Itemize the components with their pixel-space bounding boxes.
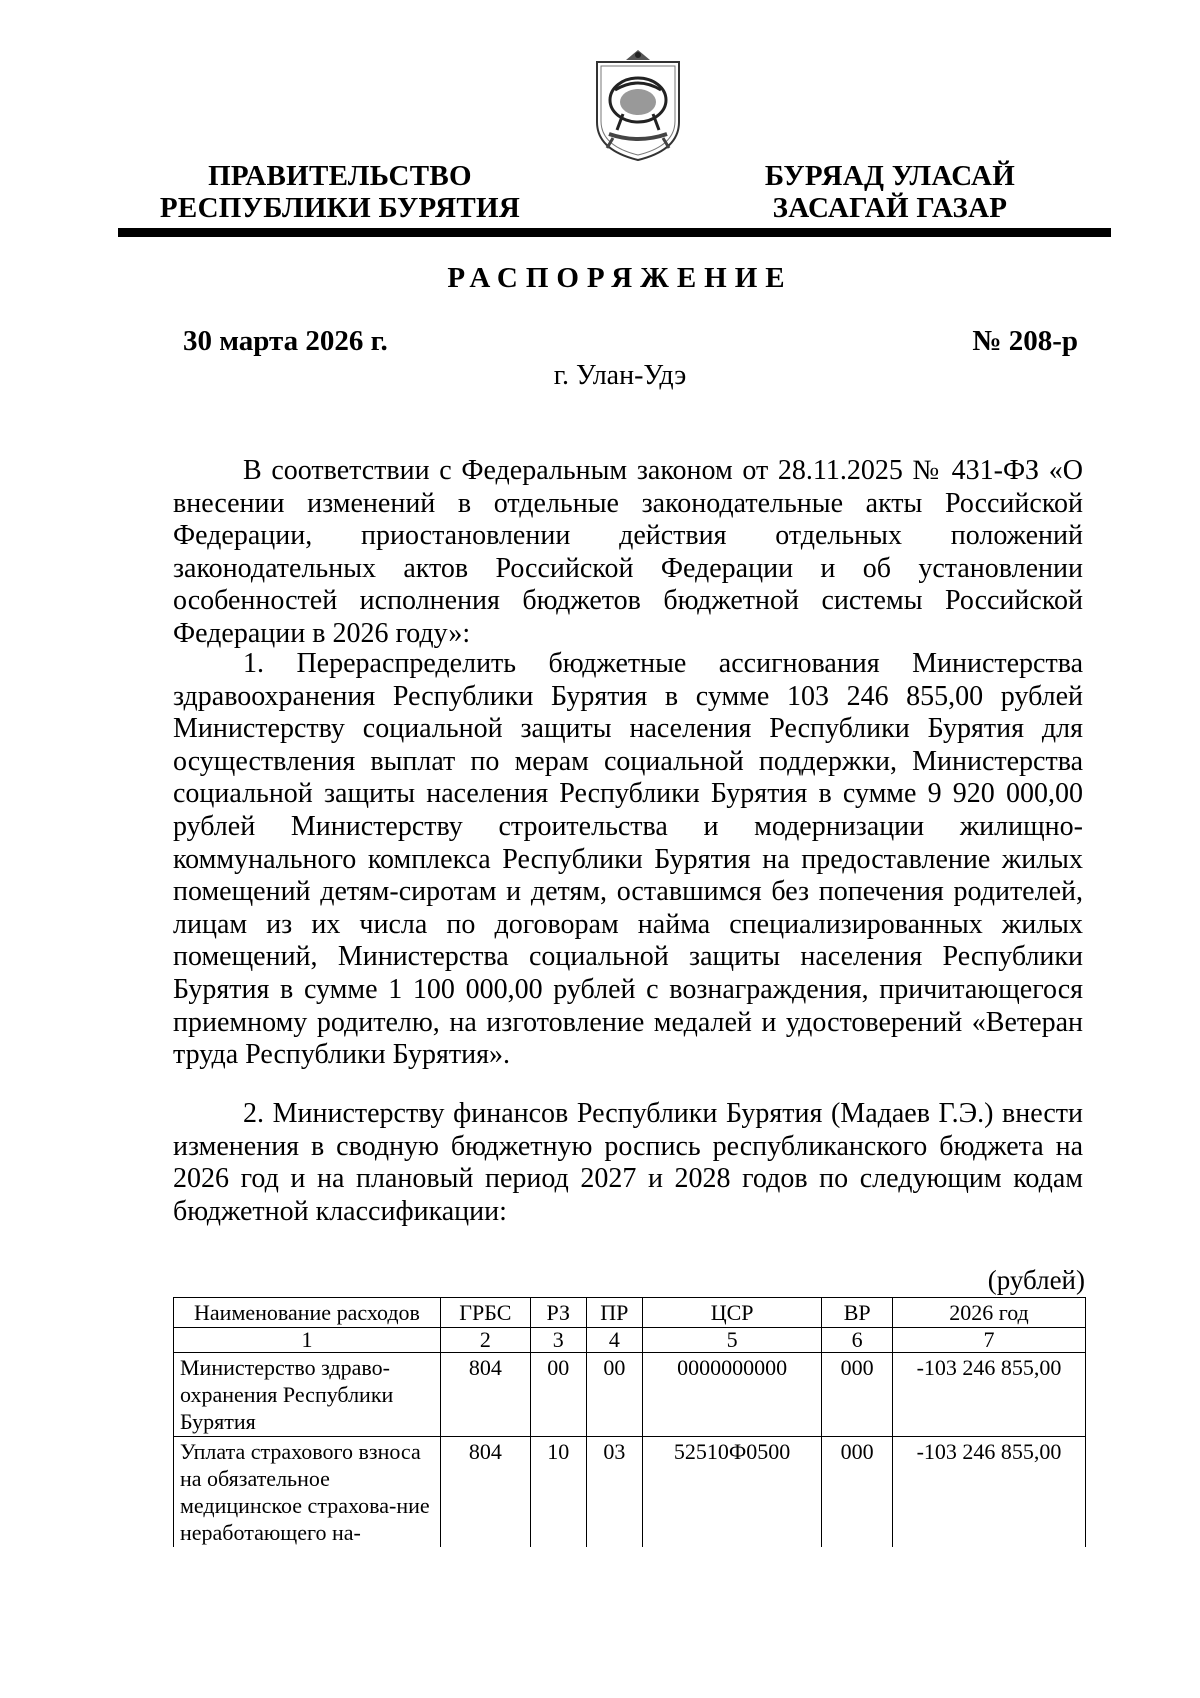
column-index: 5 (642, 1328, 821, 1353)
column-header-rz: РЗ (530, 1298, 586, 1328)
government-name-russian (140, 160, 540, 224)
currency-unit-label: (рублей) (987, 1265, 1085, 1295)
row-grbs: 804 (440, 1437, 530, 1548)
row-name: Министерство здраво-охранения Республики Бурятия (174, 1353, 441, 1437)
row-pr: 00 (586, 1353, 642, 1437)
row-csr: 52510Ф0500 (642, 1437, 821, 1548)
row-grbs: 804 (440, 1353, 530, 1437)
government-name-buryat-line2: ЗАСАГАЙ ГАЗАР (772, 192, 1008, 224)
table-row (174, 1437, 1086, 1548)
document-type-title: РАСПОРЯЖЕНИЕ (447, 262, 793, 294)
preamble-paragraph: В соответствии с Федеральным законом от 28.11.2025 № 431-ФЗ «О внесении изменений в отдельные законодательные акты Российской Федерации, приостановлении действия отдельных положений законодательных актов Российской Федерации и об установлении особенностей исполнения бюджетов бюджетной системы Российской Федерации в 2026 году»: (173, 455, 1083, 649)
column-header-name: Наименование расходов (174, 1298, 441, 1328)
item-1-paragraph: 1. Перераспределить бюджетные ассигнования Министерства здравоохранения Республики Бурятия в сумме 103 246 855,00 рублей Министерству социальной защиты населения Республики Бурятия для осуществления выплат по мерам социальной поддержки, Министерства социальной защиты населения Республики Бурятия в сумме 9 920 000,00 рублей Министерству строительства и модернизации жилищно-коммунального комплекса Республики Бурятия на предоставление жилых помещений детям-сиротам и детям, оставшимся без попечения родителей, лицам из их числа по договорам найма специализированных жилых помещений, Министерства социальной защиты населения Республики Бурятия в сумме 1 100 000,00 рублей с вознаграждения, причитающегося приемному родителю, на изготовление медалей и удостоверений «Ветеран труда Республики Бурятия». (173, 648, 1083, 1071)
column-index: 3 (530, 1328, 586, 1353)
column-index: 1 (174, 1328, 441, 1353)
column-header-csr: ЦСР (642, 1298, 821, 1328)
row-rz: 00 (530, 1353, 586, 1437)
government-name-line1: ПРАВИТЕЛЬСТВО (208, 160, 472, 192)
coat-of-arms-icon (593, 48, 683, 164)
row-name: Уплата страхового взноса на обязательное медицинское страхова-ние неработающего на- (174, 1437, 441, 1548)
column-header-pr: ПР (586, 1298, 642, 1328)
row-vr: 000 (822, 1353, 893, 1437)
column-index: 2 (440, 1328, 530, 1353)
government-name-buryat (725, 160, 1055, 224)
row-vr: 000 (822, 1437, 893, 1548)
row-amount: -103 246 855,00 (892, 1353, 1085, 1437)
column-header-grbs: ГРБС (440, 1298, 530, 1328)
column-index: 7 (892, 1328, 1085, 1353)
row-csr: 0000000000 (642, 1353, 821, 1437)
government-name-buryat-line1: БУРЯАД УЛАСАЙ (764, 160, 1016, 192)
document-city: г. Улан-Удэ (553, 360, 687, 391)
budget-table (173, 1297, 1086, 1547)
row-amount: -103 246 855,00 (892, 1437, 1085, 1548)
government-name-line2: РЕСПУБЛИКИ БУРЯТИЯ (159, 192, 521, 224)
column-header-vr: ВР (822, 1298, 893, 1328)
header-divider (118, 228, 1111, 237)
document-number: № 208-р (972, 325, 1078, 357)
row-rz: 10 (530, 1437, 586, 1548)
row-pr: 03 (586, 1437, 642, 1548)
column-header-2026: 2026 год (892, 1298, 1085, 1328)
table-index-row (174, 1328, 1086, 1353)
column-index: 6 (822, 1328, 893, 1353)
document-date: 30 марта 2026 г. (183, 325, 388, 357)
column-index: 4 (586, 1328, 642, 1353)
item-2-paragraph: 2. Министерству финансов Республики Бурятия (Мадаев Г.Э.) внести изменения в сводную бюджетную роспись республиканского бюджета на 2026 год и на плановый период 2027 и 2028 годов по следующим кодам бюджетной классификации: (173, 1098, 1083, 1227)
table-header-row (174, 1298, 1086, 1328)
table-row (174, 1353, 1086, 1437)
